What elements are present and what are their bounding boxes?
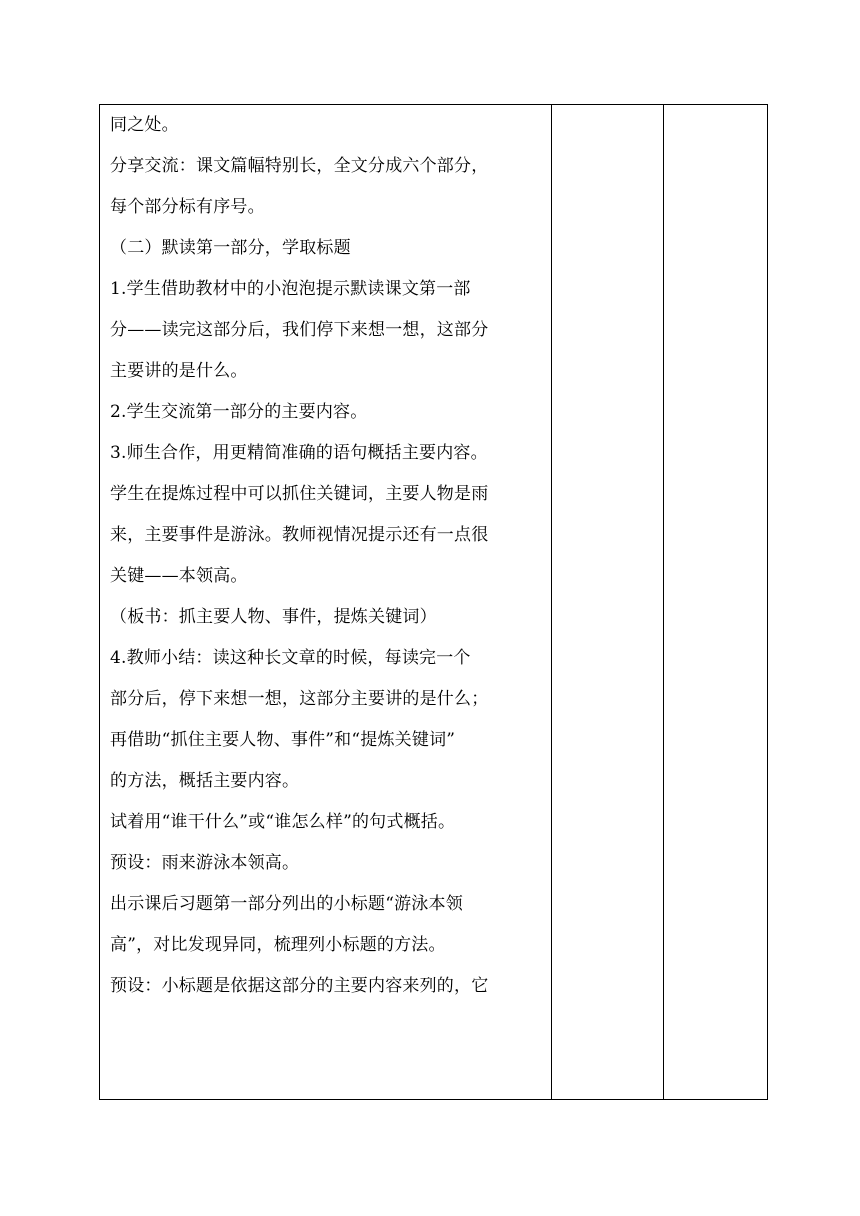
text-line: 4.教师小结：读这种长文章的时候，每读完一个 [110, 648, 471, 668]
text-line: 部分后，停下来想一想，这部分主要讲的是什么； [110, 689, 489, 709]
text-line: 每个部分标有序号。 [110, 197, 265, 217]
text-line: 出示课后习题第一部分列出的小标题“游泳本领 [110, 894, 463, 914]
text-line: 预设：雨来游泳本领高。 [110, 853, 300, 873]
text-line: 关键——本领高。 [110, 566, 248, 586]
text-line: 主要讲的是什么。 [110, 361, 248, 381]
text-line: 分享交流：课文篇幅特别长，全文分成六个部分， [110, 156, 489, 176]
text-line: 高”，对比发现异同，梳理列小标题的方法。 [110, 935, 446, 955]
text-line: 预设：小标题是依据这部分的主要内容来列的，它 [110, 976, 489, 996]
text-line: 试着用“谁干什么”或“谁怎么样”的句式概括。 [110, 812, 456, 832]
text-line: 3.师生合作，用更精简准确的语句概括主要内容。 [110, 443, 488, 463]
teaching-process-cell [100, 105, 552, 1099]
text-line: 来，主要事件是游泳。教师视情况提示还有一点很 [110, 525, 489, 545]
text-line: 同之处。 [110, 115, 179, 135]
text-line: 的方法，概括主要内容。 [110, 771, 300, 791]
blackboard-note: （板书：抓主要人物、事件，提炼关键词） [110, 607, 437, 627]
text-line: 1.学生借助教材中的小泡泡提示默读课文第一部 [110, 279, 471, 299]
empty-cell-right [664, 105, 767, 1099]
text-line: 2.学生交流第一部分的主要内容。 [110, 402, 368, 422]
empty-cell-middle [552, 105, 664, 1099]
lesson-plan-table [99, 104, 768, 1100]
text-line: 学生在提炼过程中可以抓住关键词，主要人物是雨 [110, 484, 489, 504]
text-line: 再借助“抓住主要人物、事件”和“提炼关键词” [110, 730, 456, 750]
text-line: 分——读完这部分后，我们停下来想一想，这部分 [110, 320, 489, 340]
section-heading: （二）默读第一部分，学取标题 [110, 238, 351, 258]
